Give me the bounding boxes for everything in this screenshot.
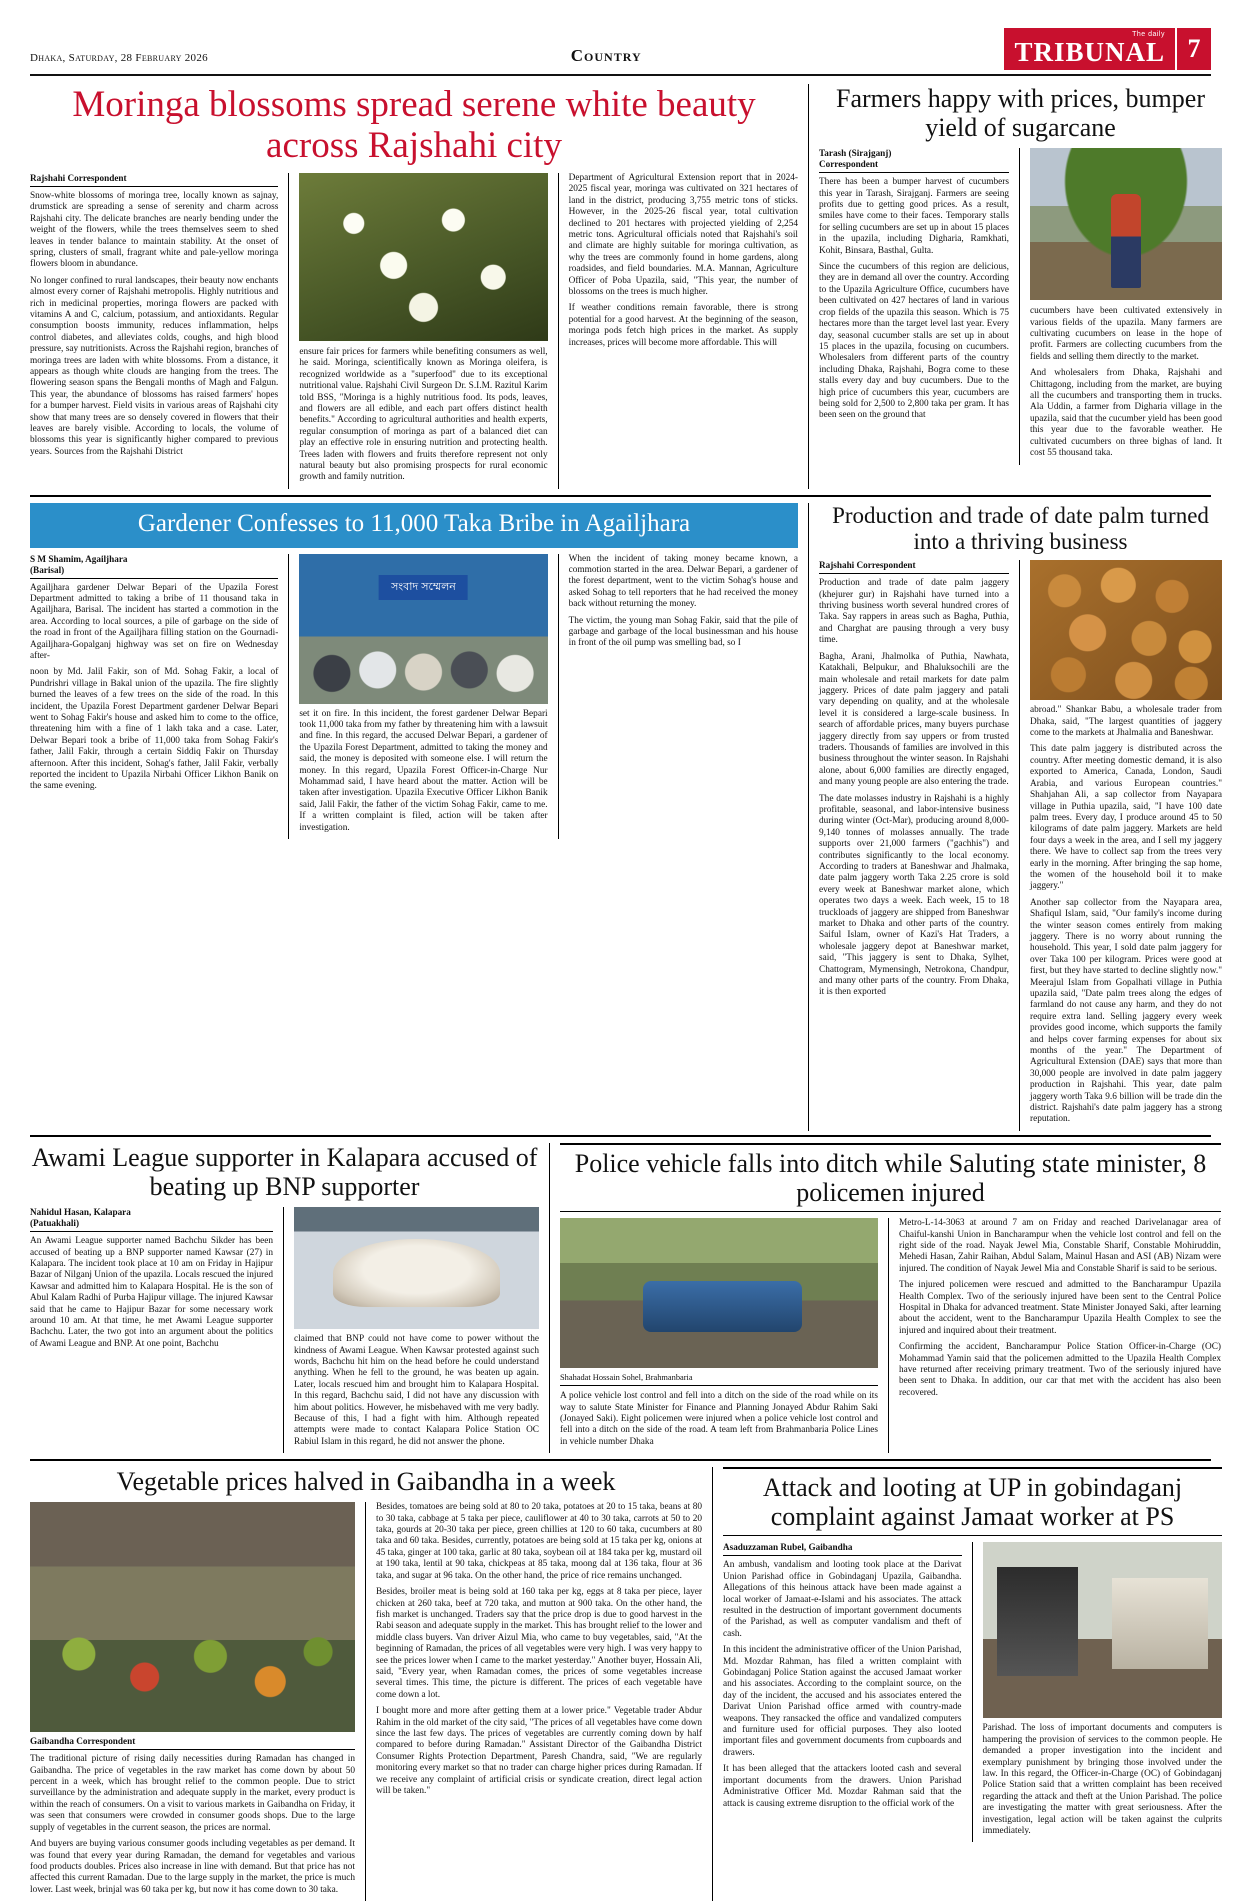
vegetable-headline: Vegetable prices halved in Gaibandha in a week (116, 1467, 616, 1497)
section-title: Country (570, 46, 642, 65)
logo-kicker: The daily (1132, 31, 1165, 38)
dateline: Dhaka, Saturday, 28 February 2026 (30, 52, 208, 64)
article-police (549, 1143, 1221, 1453)
fourth-band (30, 1467, 1222, 1901)
datepalm-headline: Production and trade of date palm turned into a thriving business (832, 502, 1209, 554)
attack-byline: Asaduzzaman Rubel, Gaibandha (723, 1542, 962, 1556)
awami-col2: claimed that BNP could not have come to power without the kindness of Awami League. When Kawsar protested against such words, Bachchu hit him on the head before he could understand anything. When he fell to the ground, he was beaten up again. Later, locals rescued him and brought him to Kalapara Hospital. In this regard, Bachchu said, I did not have any discussion with him about politics. However, he misbehaved with me very badly. Because of this, I had a fight with him. Although repeated attempts were made to contact Kalapara Police Station OC Rabiul Islam in this regard, he did not answer the phone. (294, 1334, 539, 1447)
masthead-logo-group (1004, 28, 1211, 70)
article-datepalm (808, 503, 1222, 1131)
article-awami (30, 1143, 539, 1453)
datepalm-byline: Rajshahi Correspondent (819, 560, 1009, 574)
police-col2: Metro-L-14-3063 at around 7 am on Friday and reached Darivelanagar area of Chaiful-kanshi Union in Bancharampur when the vehicle lost control and fell on the right side of the road. Nayak Jewel Mia, Constable Sharif, Constable Mohiruddin, Mehedi Hasan, Zahir Raihan, Abdul Salam, Mainul Hasan and ASI (AB) Nizam were injured. The condition of Nayak Jewel Mia and Constable Sharif is said to be serious. The injured policemen were rescued and admitted to the Bancharampur Upazila Health Complex. Two of the seriously injured have been sent to the Central Police Hospital in Dhaka for advanced treatment. State Minister Jonayed Saki, after learning about the accident, went to the Bancharampur Upazila Health Complex to see the injured and inquired about their treatment. Confirming the accident, Bancharampur Police Station Officer-in-Charge (OC) Mohammad Yamin said that the policemen admitted to the Upazila Health Complex have returned after receiving primary treatment. Two of the seriously injured have been sent to Dhaka. In addition, our car that met with the accident has also been recovered. (899, 1218, 1221, 1398)
attack-headline: Attack and looting at UP in gobindaganj complaint against Jamaat worker at PS (762, 1473, 1183, 1532)
gardener-photo (299, 554, 547, 704)
gardener-col3: When the incident of taking money became known, a commotion started in the area. Delwar Bepari, a gardener of the forest department, went to the victim Sohag's house and asked Sohag to tell reporters that he had received the money back without returning the money. The victim, the young man Sohag Fakir, said that the pile of garbage and garbage of the local businessman and his house in front of the oil pump was smelling bad, so I (568, 553, 798, 649)
article-vegetable (30, 1467, 702, 1901)
page-number: 7 (1175, 28, 1211, 70)
attack-col1: An ambush, vandalism and looting took place at the Darivat Union Parishad office in Gobindaganj Upazila, Gaibandha. Allegations of this heinous attack have been made against a local worker of Jamaat-e-Islami and his associates. The attack resulted in the destruction of important government documents of the Parishad, as well as computer vandalism and theft of cash. In this incident the administrative officer of the Union Parishad, Md. Mozdar Rahman, has filed a written complaint with Gobindaganj Police Station against the accused Jamaat worker and his associates. According to the complaint source, on the day of the incident, the accused and his associates entered the Darivat Union Parishad office armed with country-made weapons. They ransacked the office and vandalized computers and furniture used for official purposes. They also looted important files and government documents from cupboards and drawers. It has been alleged that the attackers looted cash and several important documents from the drawers. Union Parishad Administrative Officer Md. Mozdar Rahman said that the attack is causing extreme disruption to the official work of the (723, 1560, 962, 1809)
awami-headline: Awami League supporter in Kalapara accused of beating up BNP supporter (31, 1142, 538, 1201)
vegetable-col2: Besides, tomatoes are being sold at 80 to 20 taka, potatoes at 20 to 15 taka, beans at 80 to 30 taka, cabbage at 5 taka per piece, cauliflower at 40 to 30 taka, carrots at 50 to 20 taka, gourds at 20-30 taka per piece, green chillies at 120 to 60 taka, cucumbers at 80 taka and 60 taka. Besides, currently, potatoes are being sold at 15 taka per kg, onions at 45 taka, ginger at 100 taka, garlic at 80 taka, soybean oil at 184 taka per kg, mustard oil at 190 taka, lentil at 90 taka, chickpeas at 85 taka, moong dal at 136 taka, flour at 36 taka, and sugar at 96 taka. On the other hand, the price of rice remains unchanged. Besides, broiler meat is being sold at 160 taka per kg, eggs at 8 taka per piece, layer chicken at 260 taka, beef at 720 taka, and mutton at 900 taka. On the other hand, the fish market is unchanged. Traders say that the price drop is due to good harvest in the Rabi season and adequate supply in the market. This has brought relief to the lower and middle class buyers. Van driver Aizul Mia, who came to buy vegetables, said, "At the beginning of Ramadan, the prices of all vegetables were very high. I was very happy to see the prices lower when I came to the market yesterday." Another buyer, Hossain Ali, said, "Every year, when Ramadan comes, the prices of some vegetables increase several times. This time, the picture is different. The prices of each vegetable have come down a lot. I bought more and more after getting them at a lower price." Vegetable trader Abdur Rahim in the old market of the city said, "The prices of all vegetables have come down since the last few days. The prices of vegetables are currently coming down by half compared to before during Ramadan." Assistant Director of the Gaibandha District Consumer Rights Protection Department, Paresh Chandra, said, "We are regularly monitoring every market so that no trader can charge higher prices during Ramadan. If we receive any complaint of artificial crisis or syndicate creation, direct legal action will be taken." (376, 1502, 702, 1797)
press-conference-banner: সংবাদ সম্মেলন (379, 575, 468, 600)
datepalm-col1: Production and trade of date palm jaggery (khejurer gur) in Rajshahi have turned into a thriving business worth several hundred crores of Taka. Say rappers in areas such as Bagha, Puthia, and Charghat are pausing through a very busy time. Bagha, Arani, Jhalmolka of Puthia, Nawhata, Katakhali, Belpukur, and Bhaluksochili are the main wholesale and retail markets for date palm jaggery. Prices of date palm jaggery and patali vary depending on quality, and at the wholesale level it is considered a large-scale business. In search of affordable prices, many buyers purchase jaggery directly from say uppers or from trusted traders. Thousands of families are involved in this business throughout the winter season. In Rajshahi alone, about 6,000 families are directly engaged, and many young people are also entering the trade. The date molasses industry in Rajshahi is a highly profitable, seasonal, and labor-intensive business during winter (Oct-Mar), producing around 8,000-9,140 tonnes of molasses annually. The trade supports over 21,000 farmers ("gachhis") and contributes significantly to the local economy. According to traders at Baneshwar and Jhalmaka, date palm jaggery worth Taka 2.25 crore is sold every week at Baneshwar market alone, which operates two days a week. Each week, 15 to 18 truckloads of jaggery are shipped from Baneshwar market to Dhaka and other parts of the country. Saiful Islam, owner of Kazi's Hat Traders, a wholesale jaggery depot at Baneshwar market, said, "This jaggery is sent to Dhaka, Sylhet, Chattogram, Mymensingh, Netrokona, Chandpur, and many other parts of the country. From Dhaka, it is then exported (819, 578, 1009, 998)
datepalm-col2: abroad." Shankar Babu, a wholesale trader from Dhaka, said, "The largest quantities of jaggery come to the markets at Jhalmalia and Baneshwar. This date palm jaggery is distributed across the country. After meeting domestic demand, it is also exported to America, Canada, London, Saudi Arabia, and various European countries." Shahjahan Ali, a sap collector from Nayapara village in Puthia upazila, said, "I have 100 date palm trees. Every day, I produce around 45 to 50 kilograms of date palm jaggery. Markets are held four days a week in the area, and I sell my jaggery there. We have to collect sap from the trees very early in the morning. After bringing the sap home, the women of the household boil it to make jaggery." Another sap collector from the Nayapara area, Shafiqul Islam, said, "Our family's income during the winter season comes entirely from making jaggery. There is no worry about running the household. This year, I sold date palm jaggery for over Taka 100 per kilogram. Prices were good at first, but they have started to decline slightly now." Meerajul Islam from Gopalhati village in Puthia upazila said, "Date palm trees along the edges of farmland do not cause any harm, and they do not require extra land. Selling jaggery every week provides good income, which supports the family and helps cover farming expenses for about six months of the year." The Department of Agricultural Extension (DAE) says that more than 30,000 people are involved in date palm jaggery production in Rajshahi. This year, date palm jaggery worth Taka 9.6 billion will be trade din the district. Rajshahi's date palm jaggery has a strong reputation. (1030, 705, 1222, 1125)
moringa-col3: Department of Agricultural Extension report that in 2024-2025 fiscal year, moringa was cultivated on 321 hectares of land in the district, producing 3,755 metric tons of sticks. However, in the 2025-26 fiscal year, total cultivation declined to 201 hectares with projected yielding of 2,254 metric tons. Agricultural officials noted that Rajshahi's soil and climate are highly suitable for moringa cultivation, as why the trees are commonly found in home gardens, along roadsides, and field boundaries. M.A. Mannan, Agriculture Officer of Poba Upazila, said, "This year, the number of blossoms on the trees is much higher. If weather conditions remain favorable, there is strong potential for a good harvest. At the beginning of the season, moringa pods fetch high prices in the market. As supply increases, prices will become more affordable. This will (568, 172, 798, 348)
police-photo (560, 1218, 878, 1368)
article-moringa (30, 84, 798, 489)
gardener-col1: Agailjhara gardener Delwar Bepari of the Upazila Forest Department admitted to taking a bribe of 11 thousand taka in Agailjhara, Barisal. The incident has started a commotion in the area. According to local sources, a pile of garbage on the side of the road in front of the Agailjhara filling station on the Gournadi-Agailjhara-Gopalganj highway was set on fire on Wednesday after- noon by Md. Jalil Fakir, son of Md. Sohag Fakir, a local of Pundrishri village in Bakal union of the upazila. The fire slightly burned the leaves of a few trees on the side of the road. In this incident, the Upazila Forest Department gardener Delwar Bepari went to Sohag Fakir's house and asked him to come to the office, threatening him with a fine of 1 lakh taka and a case. Later, Delwar Bepari took a bribe of 11,000 taka from Sohag Fakir's father, Jalil Fakir, through a certain Siddiq Fakir on Thursday afternoon. After this incident, Sohag's father, Jalil Fakir, verbally reported the incident to Upazila Nirbahi Officer Likhon Banik on the same evening. (30, 582, 279, 792)
gardener-byline: S M Shamim, Agailjhara (Barisal) (30, 554, 278, 579)
vegetable-col1: The traditional picture of rising daily necessities during Ramadan has changed in Gaibandha. The price of vegetables in the raw market has come down by about 50 percent in a week, which has brought relief to the common people. Due to strict surveillance by the administration and adequate supply in the market, every product is within the reach of consumers. On a visit to various markets in Gaibandha on Friday, it was seen that consumers were crowded in consumer goods shops. Due to the large supply of vegetables in the current season, the prices are normal. And buyers are buying various consumer goods including vegetables as per demand. It was found that every year during Ramadan, the demand for vegetables and various food products doubles. Prices also increase in line with demand. But that price has not affected this current Ramadan. Due to the large supply in the market, the price is much lower. Last week, brinjal was 60 taka per kg, but now it has come down to 30 taka. (30, 1754, 355, 1895)
sugarcane-byline: Tarash (Sirajganj) Correspondent (819, 148, 1009, 173)
moringa-col1: Snow-white blossoms of moringa tree, locally known as sajnay, drumstick are spreading a sense of serenity and charm across Rajshahi city. The delicate branches are nearly bending under the weight of the flowers, while the trees themselves seem to shed leaves in tender balance to maintain stability. At the onset of spring, clusters of small, fragrant white and pale-yellow moringa flowers bloom in abundance. No longer confined to rural landscapes, their beauty now enchants almost every corner of Rajshahi metropolis. Highly nutritious and rich in medicinal properties, moringa flowers are packed with vitamins A and C, calcium, potassium, and antioxidants. Regular consumption boosts immunity, reduces inflammation, helps control diabetes, and alleviates colds, coughs, and high blood pressure, say nutritionists. Across the Rajshahi region, branches of moringa trees are laden with white blossoms. From a distance, it appears as though white clouds are hanging from the trees. The flowering season spans the Bengali months of Magh and Falgun. This year, the abundance of blossoms has raised farmers' hopes for a bumper harvest. Field visits in various areas of Rajshahi city show that many trees are so densely covered in flowers that their leaves are barely visible. According to locals, the volume of blossoms this year is significantly higher compared to previous years. Sources from the Rajshahi District (30, 190, 279, 457)
attack-col2: Parishad. The loss of important documents and computers is hampering the provision of services to the common people. He demanded a proper investigation into the incident and exemplary punishment by bringing those involved under the law. In this regard, the Officer-in-Charge (OC) of Gobindaganj Police Station said that a written complaint has been received regarding the attack and theft at the Union Parishad. The police are investigating the matter with great seriousness. After the investigation, legal action will be taken against the culprits immediately. (982, 1723, 1222, 1837)
second-band (30, 502, 1222, 1131)
attack-photo (983, 1542, 1223, 1718)
awami-col1: An Awami League supporter named Bachchu Sikder has been accused of beating up a BNP supporter named Kawsar (27) in Kalapara. The incident took place at 10 am on Friday in Hajipur Bazar of Nilganj Union of the upazila. Locals rescued the injured Kawsar and admitted him to Kalapara Hospital. He is the son of Abul Kalam Radhi of Purba Hajipur village. The injured Kawsar said that he came to Hajipur Bazar for some necessary work around 10 am. At that time, he met Awami League supporter Bachchu. Later, the two got into an argument about the politics of Awami League and BNP. At one point, Bachchu (30, 1236, 273, 1349)
police-col1-lower: A police vehicle lost control and fell into a ditch on the side of the road while on its way to salute State Minister for Finance and Planning Jonayed Abdur Rahim Saki (Jonayed Saki). Eight policemen were injured when a police vehicle lost control and fell into a ditch on the side of the road. A team left from Brahmanbaria Police Lines in vehicle number Dhaka (560, 1391, 878, 1447)
article-sugarcane (808, 84, 1222, 489)
awami-photo (294, 1207, 539, 1329)
datepalm-photo (1030, 560, 1222, 700)
sugarcane-photo (1030, 148, 1222, 300)
top-area (30, 84, 1222, 489)
masthead (30, 28, 1211, 76)
gardener-col2: set it on fire. In this incident, the forest gardener Delwar Bepari took 11,000 taka from my father by threatening him with a lawsuit and fine. In this regard, the accused Delwar Bepari, a gardener of the Upazila Forest Department, admitted to taking the money and said, the money is deposited with someone else. I will return the money. In this regard, Upazila Forest Officer-in-Charge Nur Mohammad said, I have heard about the matter. Action will be taken after investigation. Upazila Executive Officer Likhon Banik said, Jalil Fakir, the father of the victim Sohag Fakir, came to me. If a written complaint is filed, action will be taken after investigation. (299, 708, 548, 833)
police-photo-caption: Shahadat Hossain Sohel, Brahmanbaria (560, 1371, 878, 1386)
moringa-col2: ensure fair prices for farmers while benefiting consumers as well, he said. Moringa, scientifically known as Moringa oleifera, is recognized worldwide as a "superfood" due to its exceptional nutritional value. Rajshahi Civil Surgeon Dr. S.I.M. Razitul Karim told BSS, "Moringa is a highly nutritious food. Its pods, leaves, and flowers are all edible, and each part offers distinct health benefits." According to agricultural authorities and health experts, regular consumption of moringa as part of a balanced diet can play an effective role in ensuring nutrition and protecting health. Trees laden with flowers and fruits therefore represent not only natural beauty but also promising prospects for rural economic growth and family nutrition. (299, 346, 548, 483)
third-band (30, 1142, 1221, 1453)
moringa-photo (299, 173, 547, 341)
article-gardener (30, 503, 798, 1131)
vegetable-byline: Gaibandha Correspondent (30, 1736, 355, 1750)
gardener-headline: Gardener Confesses to 11,000 Taka Bribe in Agailjhara (30, 503, 798, 548)
sugarcane-headline: Farmers happy with prices, bumper yield of sugarcane (836, 84, 1205, 143)
sugarcane-col2: cucumbers have been cultivated extensively in various fields of the upazila. Many farmers are cultivating cucumbers on lease in the hope of profit. Farmers are collecting cucumbers from the fields and selling them directly to the market. And wholesalers from Dhaka, Rajshahi and Chittagong, including from the market, are buying all the cucumbers and transporting them in trucks. Ala Uddin, a farmer from Digharia village in the upazila, said that the cucumber yield has been good this year due to the favorable weather. He cultivated cucumbers on three bighas of land. It cost 55 thousand taka. (1030, 306, 1222, 459)
awami-byline: Nahidul Hasan, Kalapara (Patuakhali) (30, 1207, 273, 1232)
moringa-byline: Rajshahi Correspondent (30, 173, 278, 187)
sugarcane-col1: There has been a bumper harvest of cucumbers this year in Tarash, Sirajganj. Farmers are seeing profits due to getting good prices. As a result, smiles have come to their faces. Temporary stalls for selling cucumbers are set up in about 15 places in the upazila, including Digharia, Ramkhati, Kohit, Binsara, Basthal, Gulta. Since the cucumbers of this region are delicious, they are in demand all over the country. According to the Upazila Agriculture Office, cucumbers have been cultivated on 427 hectares of land in various crop fields of the upazila this season. Which is 75 hectares more than the target level last year. Every day, seasonal cucumber stalls are set up in about 15 places in the upazila, focusing on cucumbers. Wholesalers from different parts of the country including Dhaka, Rajshahi, Bogra come to these stalls every day and buy cucumbers. Due to the high price of cucumbers this year, cucumbers are being sold for 2,500 to 2,800 taka per gram. It has been seen on the ground that (819, 177, 1009, 421)
moringa-headline: Moringa blossoms spread serene white beauty across Rajshahi city (72, 84, 756, 167)
logo-wordmark: TRIBUNAL (1014, 37, 1165, 67)
vegetable-photo (30, 1502, 355, 1732)
police-headline: Police vehicle falls into ditch while Saluting state minister, 8 policemen injured (574, 1148, 1207, 1207)
article-attack (712, 1467, 1222, 1901)
publication-logo (1004, 28, 1175, 70)
